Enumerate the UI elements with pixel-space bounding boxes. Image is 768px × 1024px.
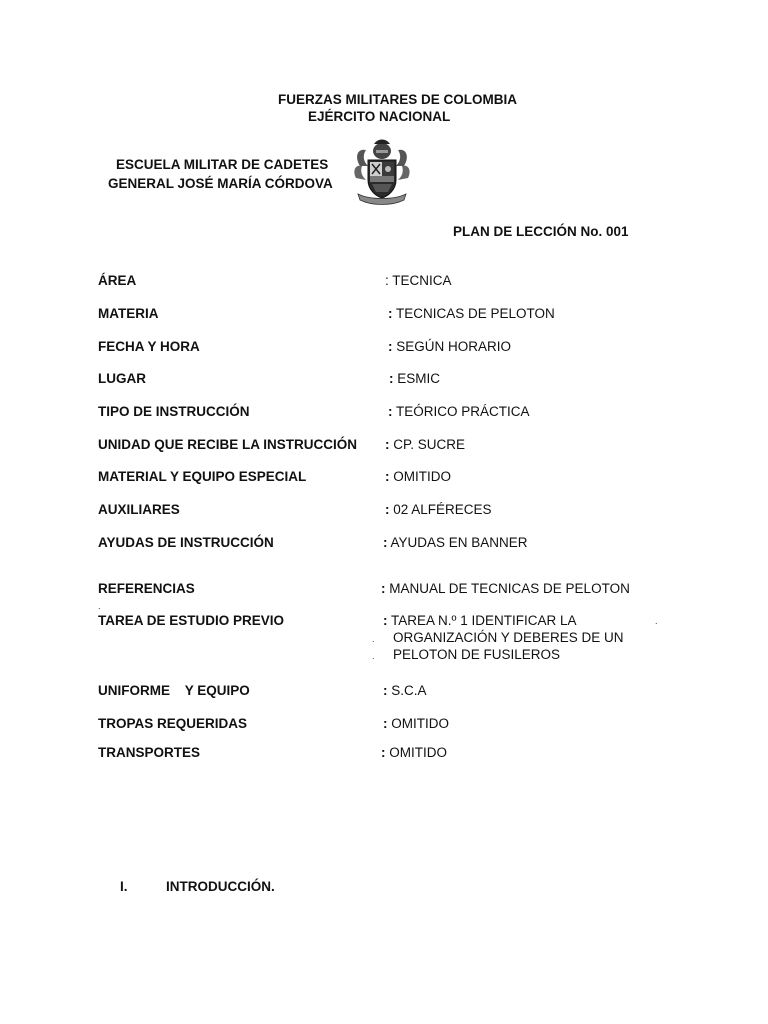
field-value-referencias: : MANUAL DE TECNICAS DE PELOTON bbox=[381, 581, 630, 596]
header-institution: FUERZAS MILITARES DE COLOMBIA bbox=[278, 92, 517, 107]
field-label-auxiliares: AUXILIARES bbox=[98, 502, 180, 517]
field-value-area: : TECNICA bbox=[385, 273, 452, 288]
field-label-lugar: LUGAR bbox=[98, 371, 146, 386]
field-label-tarea-estudio: TAREA DE ESTUDIO PREVIO bbox=[98, 613, 285, 628]
field-label-materia: MATERIA bbox=[98, 306, 159, 321]
field-value-text: SEGÚN HORARIO bbox=[396, 339, 512, 354]
field-value-materia: : TECNICAS DE PELOTON bbox=[388, 306, 555, 321]
field-value-transportes: : OMITIDO bbox=[381, 745, 448, 760]
header-army: EJÉRCITO NACIONAL bbox=[308, 109, 451, 124]
field-value-text: TECNICA bbox=[392, 273, 452, 288]
field-value-text: OMITIDO bbox=[389, 745, 448, 760]
field-label-unidad: UNIDAD QUE RECIBE LA INSTRUCCIÓN bbox=[98, 437, 358, 452]
field-label-tropas: TROPAS REQUERIDAS bbox=[98, 716, 248, 731]
lesson-plan-title: PLAN DE LECCIÓN No. 001 bbox=[453, 224, 629, 239]
school-name: ESCUELA MILITAR DE CADETES bbox=[116, 157, 329, 172]
field-value-text: TEÓRICO PRÁCTICA bbox=[396, 404, 530, 419]
field-label-material-equipo: MATERIAL Y EQUIPO ESPECIAL bbox=[98, 469, 307, 484]
field-value-text: OMITIDO bbox=[391, 716, 450, 731]
field-value-text: TAREA N.º 1 IDENTIFICAR LA bbox=[391, 613, 577, 628]
stray-dot: . bbox=[655, 616, 658, 626]
field-value-auxiliares: : 02 ALFÉRECES bbox=[385, 502, 492, 517]
field-label-ayudas: AYUDAS DE INSTRUCCIÓN bbox=[98, 535, 274, 550]
section-number: I. bbox=[120, 879, 128, 894]
field-value-tropas: : OMITIDO bbox=[383, 716, 450, 731]
stray-dot: . bbox=[372, 634, 375, 644]
field-label-referencias: REFERENCIAS bbox=[98, 581, 195, 596]
field-value-tipo-instruccion: : TEÓRICO PRÁCTICA bbox=[388, 404, 530, 419]
field-value-text: OMITIDO bbox=[393, 469, 452, 484]
field-value-lugar: : ESMIC bbox=[389, 371, 441, 386]
field-value-text: AYUDAS EN BANNER bbox=[390, 535, 528, 550]
section-title: INTRODUCCIÓN. bbox=[166, 879, 275, 894]
field-value-text: 02 ALFÉRECES bbox=[393, 502, 492, 517]
field-label-area: ÁREA bbox=[98, 273, 137, 288]
field-label-tipo-instruccion: TIPO DE INSTRUCCIÓN bbox=[98, 404, 250, 419]
field-label-fecha-hora: FECHA Y HORA bbox=[98, 339, 200, 354]
field-value-material-equipo: : OMITIDO bbox=[385, 469, 452, 484]
stray-dot: . bbox=[98, 601, 101, 611]
military-crest-icon bbox=[352, 138, 412, 208]
field-value-text: TECNICAS DE PELOTON bbox=[396, 306, 555, 321]
field-value-uniforme: : S.C.A bbox=[383, 683, 427, 698]
field-label-transportes: TRANSPORTES bbox=[98, 745, 201, 760]
field-value-text: S.C.A bbox=[391, 683, 427, 698]
field-value-text: MANUAL DE TECNICAS DE PELOTON bbox=[389, 581, 630, 596]
field-value-text: ESMIC bbox=[397, 371, 441, 386]
school-namesake: GENERAL JOSÉ MARÍA CÓRDOVA bbox=[108, 176, 333, 191]
field-label-uniforme: UNIFORME Y EQUIPO bbox=[98, 683, 250, 698]
field-value-text: CP. SUCRE bbox=[393, 437, 466, 452]
field-value-fecha-hora: : SEGÚN HORARIO bbox=[388, 339, 512, 354]
field-value-tarea-line2: ORGANIZACIÓN Y DEBERES DE UN bbox=[393, 630, 624, 645]
field-value-ayudas: : AYUDAS EN BANNER bbox=[383, 535, 528, 550]
field-value-tarea-line3: PELOTON DE FUSILEROS bbox=[393, 647, 561, 662]
field-value-unidad: : CP. SUCRE bbox=[385, 437, 466, 452]
stray-dot: . bbox=[372, 651, 375, 661]
field-value-tarea-line1: : TAREA N.º 1 IDENTIFICAR LA bbox=[383, 613, 577, 628]
